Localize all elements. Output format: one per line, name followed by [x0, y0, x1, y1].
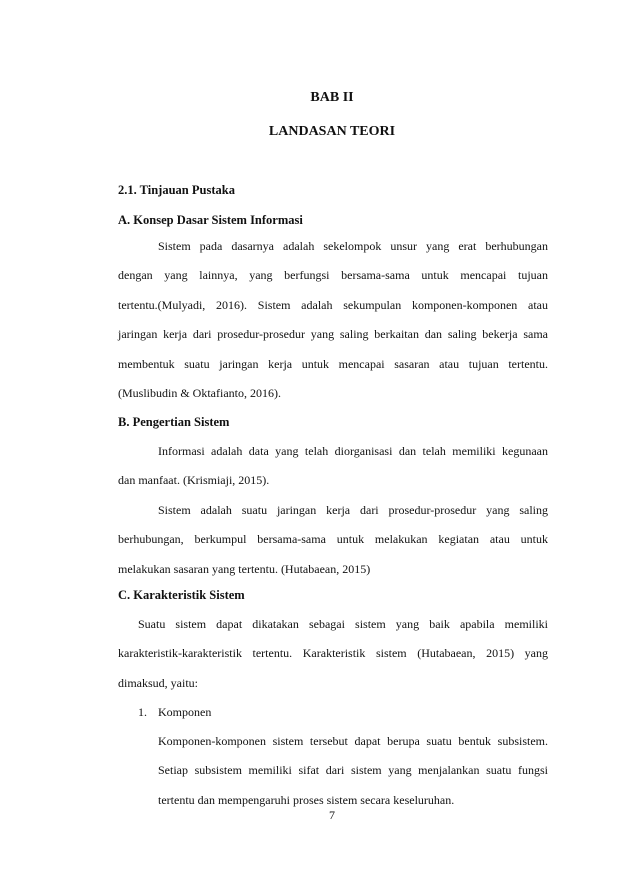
text-line: dimaksud, yaitu:: [118, 675, 198, 690]
paragraph-b1: [118, 437, 548, 496]
text-line: Suatu sistem dapat dikatakan sebagai sistem yang baik apabila memiliki: [138, 617, 548, 631]
page-number: 7: [329, 808, 335, 822]
text-line: tertentu dan mempengaruhi proses sistem secara keseluruhan.: [158, 792, 455, 807]
list-item-marker: 1.: [138, 705, 147, 719]
text-line: Setiap subsistem memiliki sifat dari sistem yang menjalankan suatu fungsi: [158, 763, 548, 778]
paragraph-a1: [118, 232, 548, 408]
paragraph-b2: [118, 496, 548, 584]
text-line: Informasi adalah data yang telah diorganisasi dan telah memiliki kegunaan: [158, 444, 548, 458]
list-item-label: Komponen: [158, 705, 212, 719]
chapter-number: BAB II: [310, 90, 354, 105]
text-line: jaringan kerja dari prosedur-prosedur yang saling berkaitan dan saling bekerja sama: [118, 327, 548, 342]
paragraph-c1: [118, 610, 548, 698]
chapter-title: LANDASAN TEORI: [268, 124, 396, 139]
text-line: tertentu.(Mulyadi, 2016). Sistem adalah sekumpulan komponen-komponen atau: [118, 297, 548, 312]
section-heading: 2.1. Tinjauan Pustaka: [118, 183, 235, 197]
text-line: dan manfaat. (Krismiaji, 2015).: [118, 473, 270, 488]
subsection-heading-c: C. Karakteristik Sistem: [118, 588, 245, 602]
text-line: karakteristik-karakteristik tertentu. Karakteristik sistem (Hutabaean, 2015) yang: [118, 646, 548, 661]
list-item-text: [158, 727, 548, 815]
text-line: Komponen-komponen sistem tersebut dapat berupa suatu bentuk subsistem.: [158, 734, 548, 748]
subsection-heading-b: B. Pengertian Sistem: [118, 415, 230, 429]
text-line: Sistem pada dasarnya adalah sekelompok unsur yang erat berhubungan: [158, 239, 548, 253]
text-line: berhubungan, berkumpul bersama-sama untuk melakukan kegiatan atau untuk: [118, 532, 548, 547]
text-line: melakukan sasaran yang tertentu. (Hutabaean, 2015): [118, 561, 371, 576]
subsection-heading-a: A. Konsep Dasar Sistem Informasi: [118, 213, 303, 227]
text-line: dengan yang lainnya, yang berfungsi bersama-sama untuk mencapai tujuan: [118, 268, 548, 283]
text-line: (Muslibudin & Oktafianto, 2016).: [118, 385, 281, 400]
text-line: membentuk suatu jaringan kerja untuk mencapai sasaran atau tujuan tertentu.: [118, 356, 548, 371]
text-line: Sistem adalah suatu jaringan kerja dari prosedur-prosedur yang saling: [158, 503, 548, 517]
